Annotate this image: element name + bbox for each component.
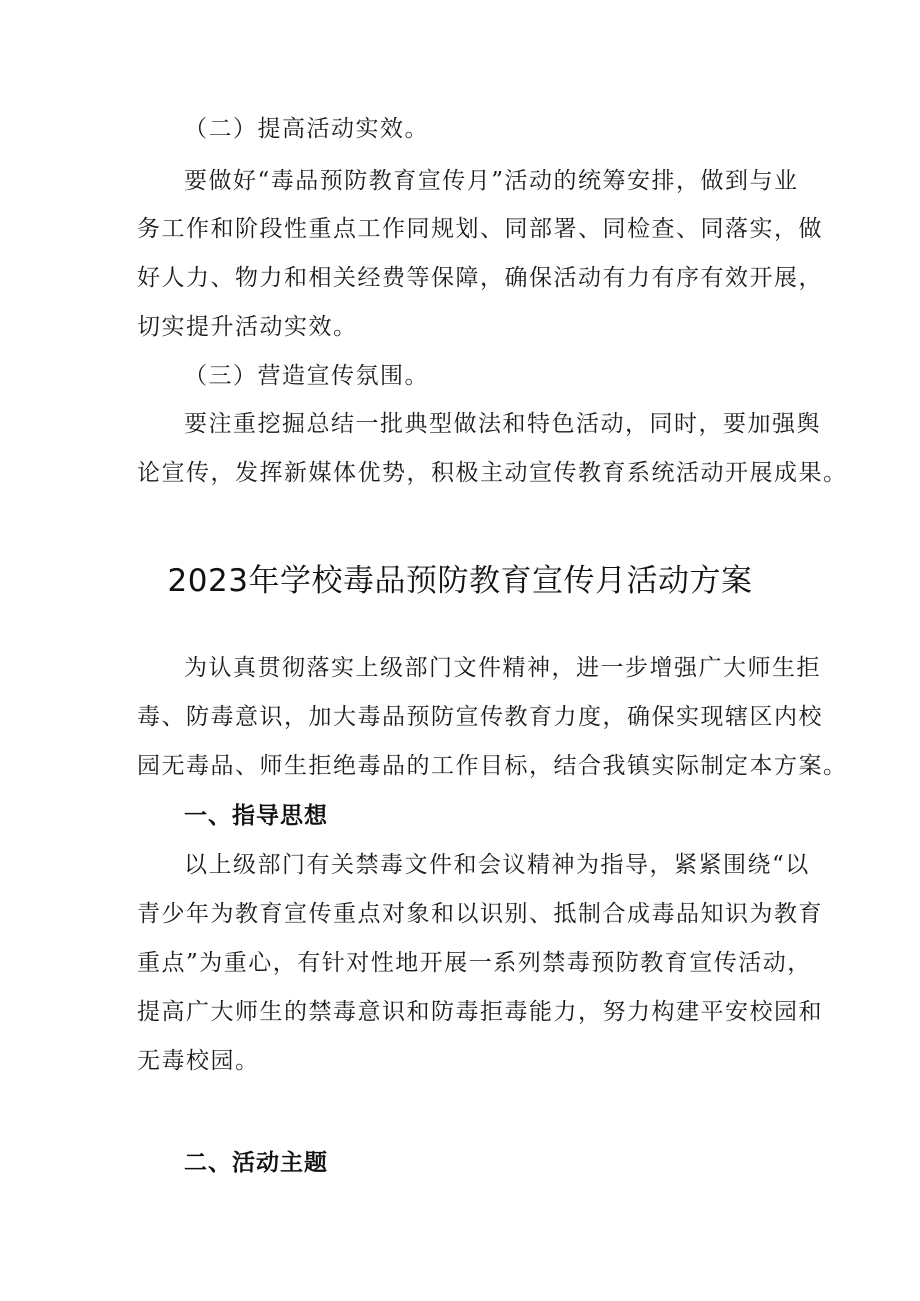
document-title: 2023年学校毒品预防教育宣传月活动方案 [167,563,753,599]
paragraph-line: 为认真贯彻落实上级部门文件精神，进一步增强广大师生拒 [184,655,821,681]
paragraph-line: 青少年为教育宣传重点对象和以识别、抵制合成毒品知识为教育 [137,901,823,927]
section-heading-2: 二、活动主题 [184,1150,328,1176]
paragraph-line: 以上级部门有关禁毒文件和会议精神为指导，紧紧围绕“以 [184,852,810,878]
paragraph-line: 无毒校园。 [137,1048,260,1074]
paragraph-line: 毒、防毒意识，加大毒品预防宣传教育力度，确保实现辖区内校 [137,704,823,730]
paragraph-line: 好人力、物力和相关经费等保障，确保活动有力有序有效开展， [137,265,823,291]
paragraph-line: 重点”为重心，有针对性地开展一系列禁毒预防教育宣传活动， [137,950,812,976]
section-heading-1: 一、指导思想 [184,803,328,829]
subsection-heading-3: （三）营造宣传氛围。 [184,363,429,389]
paragraph-line: 务工作和阶段性重点工作同规划、同部署、同检查、同落实，做 [137,216,823,242]
paragraph-line: 切实提升活动实效。 [137,314,358,340]
paragraph-line: 要注重挖掘总结一批典型做法和特色活动，同时，要加强舆 [184,411,821,437]
paragraph-line: 要做好“毒品预防教育宣传月”活动的统筹安排，做到与业 [184,168,799,194]
subsection-heading-2: （二）提高活动实效。 [184,116,429,142]
paragraph-line: 园无毒品、师生拒绝毒品的工作目标，结合我镇实际制定本方案。 [137,753,848,779]
paragraph-line: 提高广大师生的禁毒意识和防毒拒毒能力，努力构建平安校园和 [137,999,823,1025]
paragraph-line: 论宣传，发挥新媒体优势，积极主动宣传教育系统活动开展成果。 [137,460,848,486]
